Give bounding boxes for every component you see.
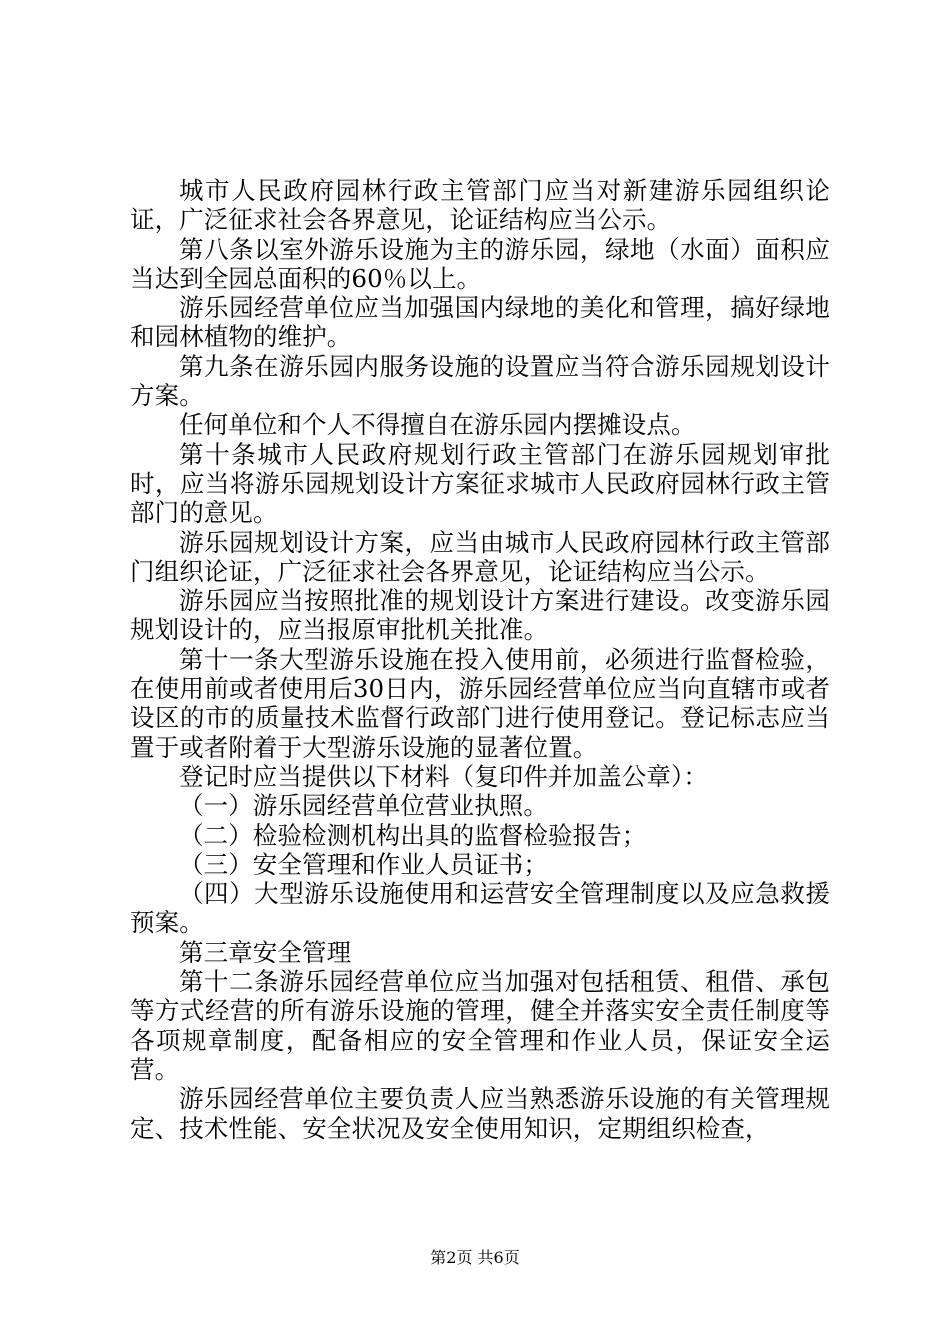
list-item: （一）游乐园经营单位营业执照。 <box>179 791 548 821</box>
paragraph: 游乐园经营单位主要负责人应当熟悉游乐设施的有关管理规定、技术性能、安全状况及安全使用知识，定期组织检查， <box>130 1084 830 1143</box>
list-item: （四）大型游乐设施使用和运营安全管理制度以及应急救援预案。 <box>130 879 830 938</box>
paragraph: 第十条城市人民政府规划行政主管部门在游乐园规划审批时，应当将游乐园规划设计方案征求城市人民政府园林行政主管部门的意见。 <box>130 439 830 528</box>
paragraph: 任何单位和个人不得擅自在游乐园内摆摊设点。 <box>179 410 696 440</box>
page-number: 第2页 共6页 <box>430 1248 520 1267</box>
list-item: （二）检验检测机构出具的监督检验报告； <box>179 820 647 850</box>
paragraph: 游乐园经营单位应当加强国内绿地的美化和管理，搞好绿地和园林植物的维护。 <box>130 293 830 352</box>
paragraph: 登记时应当提供以下材料（复印件并加盖公章）： <box>179 761 708 791</box>
paragraph: 第九条在游乐园内服务设施的设置应当符合游乐园规划设计方案。 <box>130 351 830 411</box>
paragraph: 第八条以室外游乐设施为主的游乐园，绿地（水面）面积应当达到全园总面积的60％以上。 <box>130 234 830 293</box>
chapter-heading: 第三章安全管理 <box>179 937 352 967</box>
paragraph: 游乐园应当按照批准的规划设计方案进行建设。改变游乐园规划设计的，应当报原审批机关批准。 <box>130 586 830 645</box>
document-body <box>130 176 830 1143</box>
paragraph: 游乐园规划设计方案，应当由城市人民政府园林行政主管部门组织论证，广泛征求社会各界意见，论证结构应当公示。 <box>130 527 830 586</box>
paragraph: 第十二条游乐园经营单位应当加强对包括租赁、租借、承包等方式经营的所有游乐设施的管理，健全并落实安全责任制度等各项规章制度，配备相应的安全管理和作业人员，保证安全运营。 <box>130 967 830 1084</box>
list-item: （三）安全管理和作业人员证书； <box>179 849 548 879</box>
paragraph: 城市人民政府园林行政主管部门应当对新建游乐园组织论证，广泛征求社会各界意见，论证结构应当公示。 <box>130 176 830 235</box>
paragraph: 第十一条大型游乐设施在投入使用前，必须进行监督检验，在使用前或者使用后30日内，游乐园经营单位应当向直辖市或者设区的市的质量技术监督行政部门进行使用登记。登记标志应当置于或者附着于大型游乐设施的显著位置。 <box>130 644 830 762</box>
